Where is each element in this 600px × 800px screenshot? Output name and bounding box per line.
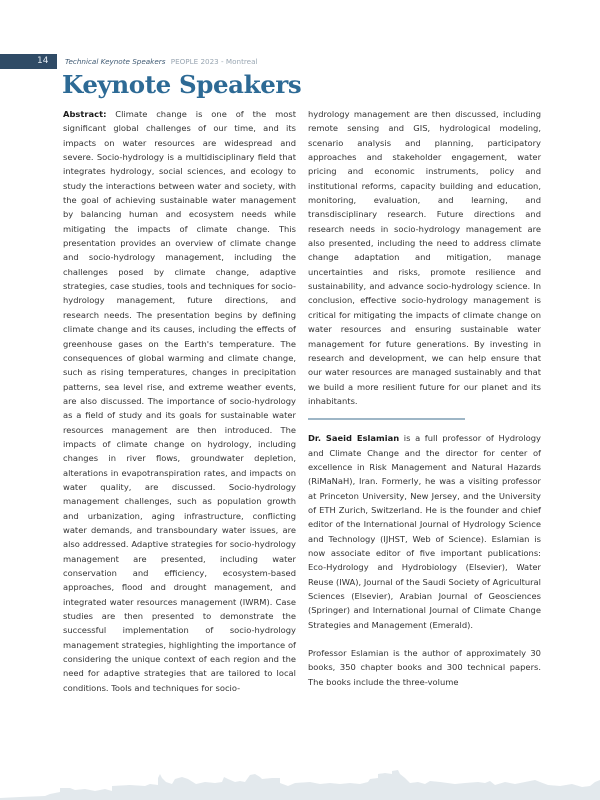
- bio-text-1: is a full professor of Hydrology and Climate Change and the director for center of excellence in Risk Management and Natural Hazards (RiMaNaH), Iran. Formerly, he was a visiting professor at Princeton University, New Jersey, and the University of ETH Zurich, Switzerland. He is the founder and chief editor of the International Journal of Hydrology Science and Technology (IJHST, Web of Science). Eslamian is now associate editor of five important publications: Eco-Hydrology and Hydrobiology (Elsevier), Water Reuse (IWA), Journal of the Saudi Society of Agricultural Sciences (Elsevier), Arabian Journal of Geosciences (Springer) and International Journal of Climate Change Strategies and Management (Emerald).: [308, 433, 541, 630]
- city-skyline-graphic: [0, 760, 600, 800]
- left-column: [63, 107, 296, 695]
- speaker-name: Dr. Saeid Eslamian: [308, 433, 400, 444]
- right-column: [308, 107, 541, 689]
- running-header-section: Technical Keynote Speakers: [65, 57, 166, 66]
- abstract-label: Abstract:: [63, 109, 107, 119]
- section-divider: [308, 418, 465, 420]
- abstract-continued: hydrology management are then discussed, including remote sensing and GIS, hydrological modeling, scenario analysis and planning, participatory approaches and stakeholder engagement, water pricing and economic instruments, policy and institutional reforms, capacity building and education, monitoring, evaluation, and learning, and transdisciplinary research. Future directions and research needs in socio-hydrology management are also presented, including the need to address climate change adaptation and mitigation, manage uncertainties and risks, promote resilience and sustainability, and advance socio-hydrology science. In conclusion, effective socio-hydrology management is critical for mitigating the impacts of climate change on water resources and ensuring sustainable water management for future generations. By investing in research and development, we can help ensure that our water resources are managed sustainably and that we build a more resilient future for our planet and its inhabitants.: [308, 109, 541, 406]
- abstract-paragraph: [63, 107, 296, 695]
- bio-paragraph-1: [308, 431, 541, 632]
- abstract-text-left: Climate change is one of the most significant global challenges of our time, and its impacts on water resources are widespread and severe. Socio-hydrology is a multidisciplinary field that integrates hydrology, social sciences, and ecology to study the interactions between water and society, with the goal of achieving sustainable water management by balancing human and ecosystem needs while mitigating the impacts of climate change. This presentation provides an overview of climate change and socio-hydrology management, including the challenges posed by climate change, adaptive strategies, case studies, tools and techniques for socio-hydrology management, future directions, and research needs. The presentation begins by defining climate change and its causes, including the effects of greenhouse gases on the Earth's temperature. The consequences of global warming and climate change, such as rising temperatures, changes in precipitation patterns, sea level rise, and extreme weather events, are also discussed. The importance of socio-hydrology as a field of study and its goals for sustainable water resources management are then introduced. The impacts of climate change on hydrology, including changes in river flows, groundwater depletion, alterations in evapotranspiration rates, and impacts on water quality, are discussed. Socio-hydrology management challenges, such as population growth and urbanization, aging infrastructure, conflicting water demands, and transboundary water issues, are also addressed. Adaptive strategies for socio-hydrology management are presented, including water conservation and efficiency, ecosystem-based approaches, flood and drought management, and integrated water resources management (IWRM). Case studies are then presented to demonstrate the successful implementation of socio-hydrology management strategies, highlighting the importance of considering the unique context of each region and the need for adaptive strategies that are tailored to local conditions. Tools and techniques for socio-: [63, 109, 296, 693]
- page-number: 14: [37, 56, 49, 66]
- running-header-event: PEOPLE 2023 - Montreal: [170, 57, 258, 66]
- page-title: Keynote Speakers: [62, 70, 302, 99]
- running-header: [65, 55, 258, 68]
- bio-paragraph-2: Professor Eslamian is the author of approximately 30 books, 350 chapter books and 300 technical papers. The books include the three-volume: [308, 648, 541, 687]
